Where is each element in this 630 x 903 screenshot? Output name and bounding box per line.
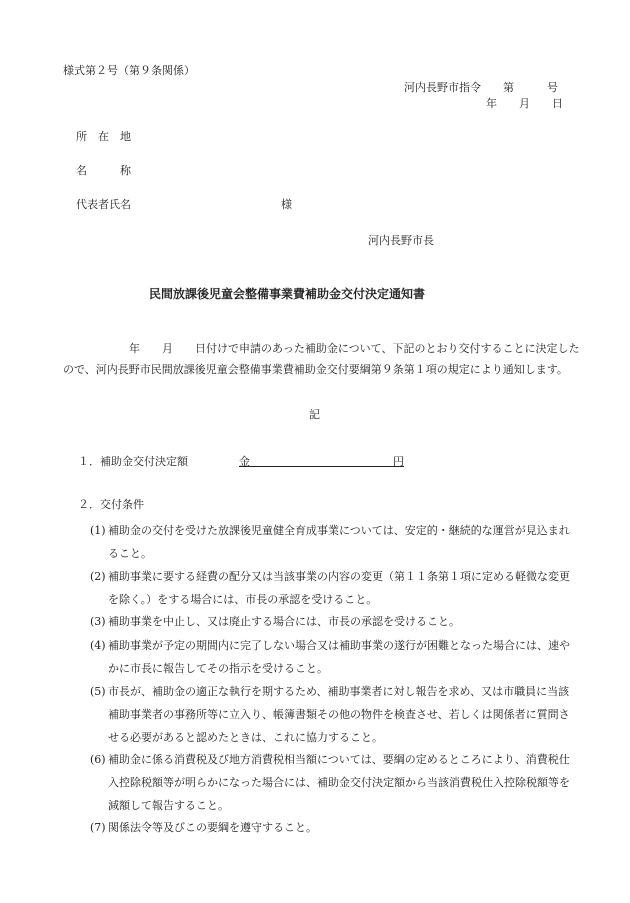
condition-text: 補助事業が予定の期間内に完了しない場合又は補助事業の遂行が困難となった場合には、速やかに市長に報告してその指示を受けること。 <box>108 639 570 675</box>
ki-marker: 記 <box>309 408 320 421</box>
condition-number: (4) <box>90 639 106 652</box>
name-label: 名 称 <box>76 164 131 177</box>
body-paragraph: 年 月 日付けで申請のあった補助金について、下記のとおり交付することに決定したので、河内長野市民間放課後児童会整備事業費補助金交付要綱第９条第１項の規定により通知します。 <box>63 342 580 376</box>
condition-text: 補助事業を中止し、又は廃止する場合には、市長の承認を受けること。 <box>108 615 460 628</box>
condition-number: (6) <box>90 753 106 766</box>
section-1-label: １．補助金交付決定額 <box>78 455 188 468</box>
condition-text: 補助金に係る消費税及び地方消費税相当額については、要綱の定めるところにより、消費税仕入控除税額等が明らかになった場合には、補助金交付決定額から当該消費税仕入控除税額等を減額して報告すること。 <box>108 753 570 812</box>
section-2-label: ２．交付条件 <box>78 498 144 511</box>
condition-number: (5) <box>90 685 106 698</box>
issuer-name: 河内長野市長 <box>368 234 434 247</box>
form-reference: 様式第２号（第９条関係） <box>63 64 195 77</box>
honorific: 様 <box>281 198 292 211</box>
condition-number: (7) <box>90 821 106 834</box>
condition-item <box>90 610 580 633</box>
document-title: 民間放課後児童会整備事業費補助金交付決定通知書 <box>149 287 426 301</box>
condition-item <box>90 680 580 749</box>
condition-number: (1) <box>90 524 106 537</box>
condition-item <box>90 565 580 611</box>
condition-number: (3) <box>90 615 106 628</box>
condition-item <box>90 634 580 680</box>
condition-number: (2) <box>90 570 106 583</box>
representative-label: 代表者氏名 <box>76 198 131 211</box>
condition-text: 市長が、補助金の適正な執行を期するため、補助事業者に対し報告を求め、又は市職員に当該補助事業者の事務所等に立入り、帳簿書類その他の物件を検査させ、若しくは関係者に質問させる必要があると認めたときは、これに協力すること。 <box>108 685 570 744</box>
condition-item <box>90 748 580 817</box>
condition-item <box>90 519 580 565</box>
condition-text: 関係法令等及びこの要綱を遵守すること。 <box>108 821 317 834</box>
address-label: 所 在 地 <box>76 130 131 143</box>
document-number: 河内長野市指令 第 号 <box>404 81 558 94</box>
document-date: 年 月 日 <box>486 97 563 110</box>
condition-text: 補助金の交付を受けた放課後児童健全育成事業については、安定的・継続的な運営が見込まれること。 <box>108 524 570 560</box>
condition-text: 補助事業に要する経費の配分又は当該事業の内容の変更（第１１条第１項に定める軽微な変更を除く。）をする場合には、市長の承認を受けること。 <box>108 570 570 606</box>
condition-item <box>90 816 580 839</box>
grant-amount-field: 金 円 <box>239 455 404 468</box>
